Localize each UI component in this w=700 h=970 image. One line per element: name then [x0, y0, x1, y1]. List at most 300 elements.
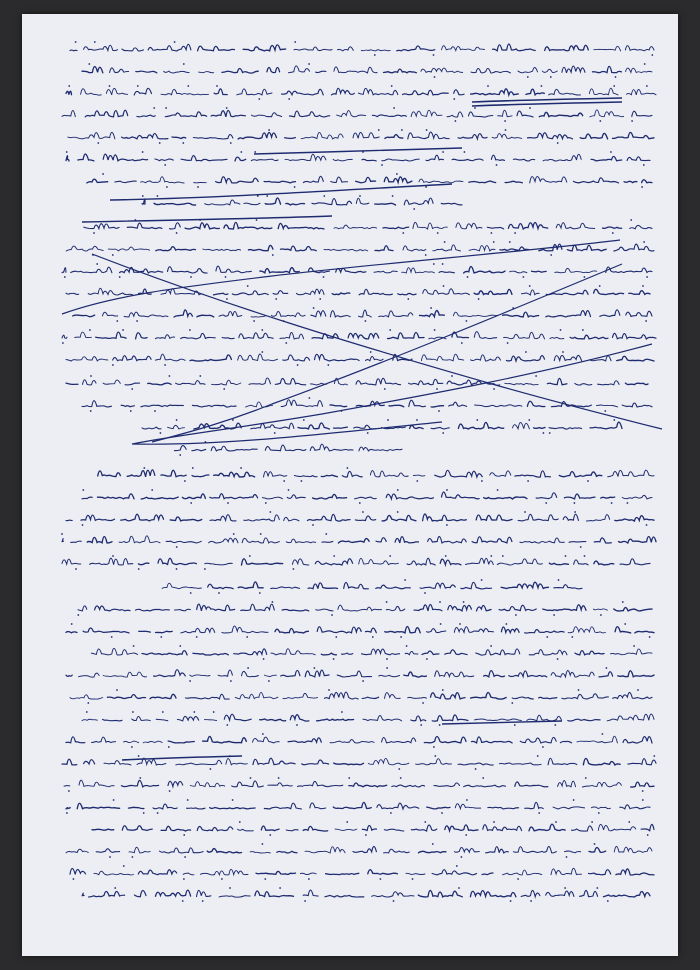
- handwritten-word: [562, 694, 609, 699]
- handwritten-word: [440, 559, 461, 565]
- handwritten-line: [66, 733, 652, 748]
- diacritic-dot: [386, 658, 388, 660]
- diacritic-dot: [440, 623, 442, 625]
- diacritic-dot: [319, 298, 321, 300]
- diacritic-dot: [90, 410, 92, 412]
- handwritten-word: [435, 671, 474, 677]
- diacritic-dot: [176, 546, 178, 548]
- handwritten-word: [87, 537, 112, 543]
- diacritic-dot: [446, 524, 448, 526]
- handwritten-word: [219, 311, 242, 316]
- handwritten-word: [64, 786, 70, 787]
- diacritic-dot: [285, 342, 287, 344]
- diacritic-dot: [75, 568, 77, 570]
- handwritten-word: [553, 807, 585, 809]
- handwritten-word: [403, 246, 426, 251]
- handwritten-word: [414, 605, 442, 611]
- diacritic-dot: [524, 511, 526, 513]
- diacritic-dot: [293, 568, 295, 570]
- diacritic-dot: [481, 579, 483, 581]
- diacritic-dot: [116, 320, 118, 322]
- diacritic-dot: [328, 689, 330, 691]
- diacritic-dot: [434, 329, 436, 331]
- handwritten-word: [113, 356, 151, 361]
- handwritten-word: [305, 847, 345, 853]
- handwritten-word: [137, 758, 166, 765]
- handwritten-word: [249, 378, 271, 384]
- diacritic-dot: [573, 799, 575, 801]
- diacritic-dot: [269, 511, 271, 513]
- diacritic-dot: [268, 680, 270, 682]
- diacritic-dot: [482, 777, 484, 779]
- handwritten-word: [315, 354, 360, 361]
- handwritten-word: [370, 471, 408, 477]
- handwritten-word: [203, 736, 247, 742]
- handwritten-word: [568, 719, 600, 721]
- handwritten-word: [66, 246, 103, 251]
- handwritten-word: [344, 583, 369, 589]
- handwritten-word: [607, 714, 654, 721]
- handwritten-word: [62, 759, 77, 765]
- diacritic-dot: [275, 298, 277, 300]
- handwritten-word: [334, 378, 347, 385]
- handwritten-word: [338, 539, 369, 543]
- handwritten-word: [408, 697, 427, 698]
- handwritten-word: [82, 497, 92, 499]
- handwritten-word: [66, 520, 72, 521]
- diacritic-dot: [77, 614, 79, 616]
- handwritten-word: [372, 892, 414, 897]
- diacritic-dot: [506, 623, 508, 625]
- diacritic-dot: [406, 645, 408, 647]
- paragraph: [58, 157, 658, 195]
- diacritic-dot: [247, 285, 249, 287]
- handwritten-word: [431, 427, 449, 429]
- handwritten-word: [242, 538, 279, 543]
- handwritten-line: [174, 441, 402, 456]
- handwritten-word: [411, 825, 437, 831]
- diacritic-dot: [347, 467, 349, 469]
- handwritten-word: [222, 338, 234, 339]
- diacritic-dot: [184, 856, 186, 858]
- diacritic-dot: [283, 320, 285, 322]
- handwritten-word: [120, 267, 163, 273]
- handwritten-word: [600, 310, 620, 317]
- handwritten-word: [503, 312, 539, 317]
- handwritten-word: [83, 380, 97, 385]
- handwritten-word: [620, 559, 650, 565]
- diacritic-dot: [461, 856, 463, 858]
- handwritten-word: [294, 476, 317, 477]
- diacritic-dot: [560, 329, 562, 331]
- handwritten-word: [484, 671, 505, 677]
- diacritic-dot: [160, 432, 162, 434]
- handwritten-word: [527, 715, 562, 721]
- handwritten-word: [62, 335, 67, 338]
- diacritic-dot: [604, 410, 606, 412]
- handwritten-word: [515, 471, 551, 477]
- diacritic-dot: [96, 263, 98, 265]
- handwritten-word: [442, 492, 480, 499]
- handwritten-word: [593, 609, 607, 610]
- handwritten-word: [308, 583, 337, 589]
- handwritten-word: [509, 671, 547, 677]
- handwritten-word: [453, 312, 498, 316]
- diacritic-dot: [264, 878, 266, 880]
- handwritten-word: [207, 849, 241, 853]
- handwritten-word: [359, 558, 399, 564]
- diacritic-dot: [558, 579, 560, 581]
- handwritten-word: [141, 405, 183, 407]
- diacritic-dot: [138, 568, 140, 570]
- handwritten-word: [582, 782, 621, 787]
- diacritic-dot: [221, 878, 223, 880]
- handwritten-word: [136, 609, 170, 611]
- diacritic-dot: [335, 636, 337, 638]
- handwritten-word: [96, 332, 126, 338]
- diacritic-dot: [481, 480, 483, 482]
- handwritten-word: [124, 741, 139, 743]
- handwritten-word: [313, 494, 347, 499]
- diacritic-dot: [393, 900, 395, 902]
- handwritten-word: [410, 425, 424, 428]
- handwritten-word: [433, 245, 461, 251]
- diacritic-dot: [192, 467, 194, 469]
- handwritten-word: [90, 558, 133, 565]
- handwritten-word: [353, 846, 376, 852]
- handwritten-word: [70, 868, 86, 874]
- handwritten-word: [543, 605, 586, 611]
- diacritic-dot: [564, 887, 566, 889]
- diacritic-dot: [179, 454, 181, 456]
- diacritic-dot: [424, 821, 426, 823]
- diacritic-dot: [116, 689, 118, 691]
- handwritten-word: [192, 405, 236, 407]
- handwritten-word: [125, 383, 140, 385]
- handwritten-word: [421, 354, 463, 361]
- diacritic-dot: [442, 263, 444, 265]
- handwritten-word: [75, 332, 92, 337]
- diacritic-dot: [223, 388, 225, 390]
- handwritten-word: [121, 405, 134, 407]
- handwritten-word: [271, 311, 305, 316]
- handwritten-word: [520, 538, 564, 543]
- handwritten-word: [271, 587, 300, 589]
- handwritten-word: [375, 246, 393, 251]
- handwritten-word: [324, 249, 368, 251]
- diacritic-dot: [622, 601, 624, 603]
- diacritic-dot: [190, 276, 192, 278]
- diacritic-dot: [348, 777, 350, 779]
- diacritic-dot: [642, 285, 644, 287]
- handwritten-word: [362, 649, 400, 655]
- handwritten-word: [363, 716, 402, 721]
- handwritten-word: [303, 890, 318, 896]
- handwritten-word: [273, 291, 288, 294]
- handwritten-word: [205, 720, 217, 721]
- handwritten-word: [321, 653, 336, 655]
- handwritten-word: [283, 693, 318, 698]
- diacritic-dot: [365, 320, 367, 322]
- diacritic-dot: [380, 878, 382, 880]
- diacritic-dot: [574, 502, 576, 504]
- handwritten-word: [359, 310, 372, 317]
- diacritic-dot: [490, 645, 492, 647]
- diacritic-dot: [478, 298, 480, 300]
- handwritten-word: [66, 849, 88, 853]
- diacritic-dot: [584, 555, 586, 557]
- handwritten-word: [454, 627, 493, 633]
- diacritic-dot: [463, 601, 465, 603]
- handwritten-word: [466, 558, 494, 564]
- handwritten-word: [241, 604, 275, 610]
- handwritten-word: [219, 896, 250, 898]
- diacritic-dot: [557, 658, 559, 660]
- handwritten-word: [322, 541, 333, 542]
- diacritic-dot: [514, 724, 516, 726]
- handwritten-word: [210, 808, 255, 809]
- handwritten-line: [62, 755, 656, 770]
- diacritic-dot: [130, 410, 132, 412]
- diacritic-dot: [90, 375, 92, 377]
- diacritic-dot: [646, 524, 648, 526]
- handwritten-word: [277, 851, 297, 853]
- diacritic-dot: [274, 432, 276, 434]
- handwritten-word: [66, 632, 77, 633]
- handwritten-word: [264, 803, 301, 809]
- handwritten-word: [416, 759, 452, 765]
- handwritten-word: [250, 852, 270, 853]
- handwritten-word: [268, 783, 292, 786]
- handwritten-word: [311, 311, 326, 317]
- handwritten-word: [402, 268, 435, 273]
- diacritic-dot: [359, 502, 361, 504]
- handwritten-word: [82, 401, 112, 407]
- diacritic-dot: [182, 900, 184, 902]
- handwritten-word: [406, 873, 425, 874]
- handwritten-word: [615, 516, 654, 521]
- handwritten-word: [332, 293, 350, 295]
- diacritic-dot: [204, 568, 206, 570]
- diacritic-dot: [537, 755, 539, 757]
- diacritic-dot: [143, 467, 145, 469]
- handwritten-word: [216, 266, 252, 273]
- diacritic-dot: [442, 689, 444, 691]
- handwritten-line: [66, 285, 650, 300]
- handwritten-word: [175, 609, 191, 611]
- handwritten-word: [614, 608, 652, 611]
- handwritten-word: [290, 715, 309, 721]
- diacritic-dot: [131, 388, 133, 390]
- handwritten-line: [66, 799, 650, 814]
- handwritten-word: [162, 583, 201, 588]
- diacritic-dot: [372, 636, 374, 638]
- handwritten-word: [103, 312, 118, 316]
- diacritic-dot: [387, 419, 389, 421]
- diacritic-dot: [312, 524, 314, 526]
- diacritic-dot: [151, 489, 153, 491]
- diacritic-dot: [62, 342, 64, 344]
- handwritten-word: [292, 559, 308, 565]
- diacritic-dot: [416, 480, 418, 482]
- handwritten-word: [92, 829, 114, 830]
- handwritten-word: [539, 697, 557, 698]
- handwritten-word: [603, 892, 650, 897]
- handwritten-word: [330, 405, 347, 407]
- diacritic-dot: [92, 254, 94, 256]
- diacritic-dot: [162, 711, 164, 713]
- handwritten-word: [619, 537, 657, 543]
- diacritic-dot: [458, 887, 460, 889]
- diacritic-dot: [530, 900, 532, 902]
- diacritic-dot: [386, 667, 388, 669]
- handwritten-word: [205, 563, 232, 565]
- handwritten-word: [142, 651, 187, 655]
- handwritten-word: [334, 427, 348, 428]
- handwritten-word: [590, 356, 611, 361]
- handwritten-word: [614, 846, 652, 852]
- handwritten-word: [594, 561, 614, 565]
- handwritten-word: [525, 802, 543, 808]
- handwritten-manuscript-page: [22, 14, 678, 956]
- diacritic-dot: [493, 388, 495, 390]
- diacritic-dot: [138, 755, 140, 757]
- handwritten-word: [407, 558, 435, 565]
- handwritten-word: [256, 871, 296, 874]
- diacritic-dot: [535, 375, 537, 377]
- diacritic-dot: [370, 351, 372, 353]
- handwritten-word: [156, 631, 173, 632]
- diacritic-dot: [404, 579, 406, 581]
- diacritic-dot: [546, 636, 548, 638]
- handwritten-word: [155, 335, 174, 339]
- handwritten-word: [251, 316, 266, 317]
- diacritic-dot: [112, 555, 114, 557]
- handwritten-word: [368, 758, 409, 764]
- handwritten-word: [260, 719, 286, 721]
- handwritten-word: [310, 383, 327, 385]
- diacritic-dot: [400, 777, 402, 779]
- handwritten-word: [554, 585, 582, 589]
- handwritten-word: [458, 422, 503, 429]
- handwritten-word: [613, 692, 652, 698]
- handwritten-word: [423, 514, 467, 521]
- handwritten-word: [248, 245, 273, 250]
- paragraph: [58, 196, 658, 234]
- handwritten-word: [183, 873, 194, 875]
- handwritten-line: [66, 843, 652, 858]
- handwritten-word: [432, 870, 476, 875]
- handwritten-word: [96, 849, 119, 853]
- handwritten-word: [471, 355, 501, 361]
- handwritten-word: [628, 759, 656, 765]
- handwritten-word: [381, 427, 405, 429]
- handwritten-word: [445, 825, 478, 831]
- handwritten-word: [404, 672, 427, 677]
- handwritten-line: [142, 419, 622, 434]
- handwritten-word: [79, 780, 114, 787]
- handwritten-word: [532, 271, 547, 272]
- handwritten-word: [476, 649, 520, 655]
- handwritten-word: [359, 289, 392, 294]
- diacritic-dot: [433, 263, 435, 265]
- handwritten-word: [238, 354, 278, 361]
- diacritic-dot: [606, 667, 608, 669]
- handwritten-word: [251, 423, 294, 429]
- handwritten-word: [190, 675, 210, 676]
- handwritten-word: [567, 245, 606, 251]
- handwritten-word: [525, 630, 564, 633]
- handwritten-word: [598, 381, 620, 385]
- handwritten-word: [435, 470, 483, 477]
- diacritic-dot: [653, 755, 655, 757]
- handwritten-line: [64, 777, 654, 792]
- diacritic-dot: [543, 432, 545, 434]
- diacritic-dot: [240, 467, 242, 469]
- handwritten-word: [156, 247, 196, 251]
- handwritten-word: [108, 247, 149, 251]
- handwritten-word: [366, 356, 384, 360]
- handwritten-word: [107, 695, 145, 699]
- handwritten-word: [520, 737, 556, 743]
- handwritten-word: [461, 582, 492, 589]
- diacritic-dot: [87, 702, 89, 704]
- handwritten-word: [182, 494, 205, 499]
- diacritic-dot: [642, 790, 644, 792]
- handwritten-word: [622, 403, 652, 407]
- handwritten-word: [483, 825, 522, 831]
- diacritic-dot: [259, 592, 261, 594]
- diacritic-dot: [261, 351, 263, 353]
- diacritic-dot: [642, 799, 644, 801]
- handwritten-word: [192, 475, 209, 477]
- handwritten-line: [66, 667, 654, 682]
- diacritic-dot: [436, 388, 438, 390]
- handwritten-word: [472, 737, 513, 743]
- handwritten-word: [333, 802, 371, 808]
- handwritten-word: [555, 268, 597, 272]
- handwritten-word: [389, 405, 404, 407]
- diacritic-dot: [283, 480, 285, 482]
- diacritic-dot: [511, 702, 513, 704]
- handwritten-word: [181, 628, 215, 633]
- handwritten-word: [384, 829, 404, 831]
- handwritten-word: [244, 515, 280, 521]
- handwritten-word: [129, 847, 150, 853]
- handwritten-word: [551, 670, 594, 677]
- diacritic-dot: [627, 502, 629, 504]
- paragraph: [58, 119, 658, 157]
- handwritten-word: [472, 537, 512, 543]
- diacritic-dot: [527, 480, 529, 482]
- diacritic-dot: [269, 834, 271, 836]
- handwritten-word: [439, 272, 454, 273]
- handwritten-word: [150, 694, 176, 698]
- handwritten-word: [148, 383, 171, 385]
- handwritten-word: [316, 609, 333, 611]
- handwritten-word: [127, 470, 155, 477]
- handwritten-word: [238, 829, 254, 831]
- handwritten-word: [501, 627, 519, 633]
- diacritic-dot: [493, 821, 495, 823]
- handwritten-word: [154, 670, 186, 677]
- diacritic-dot: [566, 856, 568, 858]
- handwritten-line: [62, 555, 650, 570]
- diacritic-dot: [515, 614, 517, 616]
- diacritic-dot: [502, 555, 504, 557]
- handwritten-word: [156, 719, 168, 721]
- handwritten-line: [73, 307, 652, 322]
